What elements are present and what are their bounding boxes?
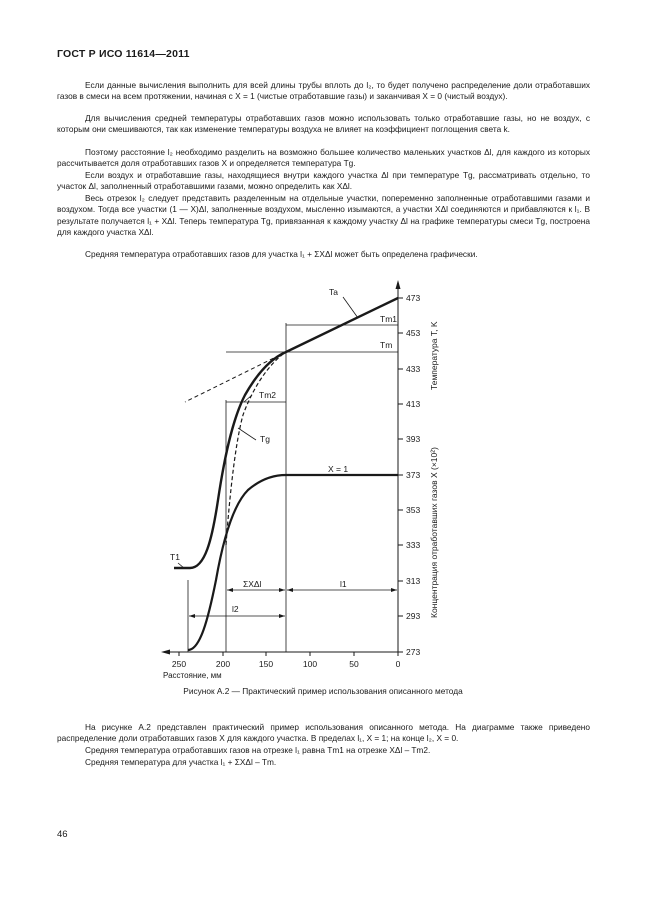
label-tm2: Tm2 xyxy=(259,390,276,400)
x-axis-ticks xyxy=(179,652,398,656)
leader-tg xyxy=(238,428,256,440)
label-l1: l1 xyxy=(340,579,347,589)
label-tm1: Tm1 xyxy=(380,314,397,324)
tick-393: 393 xyxy=(406,434,421,444)
axis-label-concentration: Концентрация отработавших газов X (×10²) xyxy=(429,447,439,618)
x-tick-0: 0 xyxy=(395,659,401,669)
paragraph-4: Если воздух и отработавшие газы, находящиеся внутри каждого участка Δl при температуре Tg, рассматривать отдельно, то участок Δl, заполненный отработавшими газами, можно определить как XΔl. xyxy=(57,170,590,192)
bottom-paragraph-3: Средняя температура для участка l₁ + ΣXΔl – Tm. xyxy=(85,757,277,767)
tick-453: 453 xyxy=(406,328,421,338)
x-tick-150: 150 xyxy=(258,659,274,669)
x-axis-arrow xyxy=(161,650,170,655)
label-t1: T1 xyxy=(170,552,180,562)
x-axis-label: Расстояние, мм xyxy=(163,671,222,680)
tick-273: 273 xyxy=(406,647,421,657)
right-axis-arrow xyxy=(396,280,401,289)
paragraph-3: Поэтому расстояние l₂ необходимо разделить на возможно большее количество маленьких участков Δl, для каждого из которых рассчитывается доля отработавших газов X и определяется температура Tg. xyxy=(57,147,590,169)
x-tick-50: 50 xyxy=(349,659,359,669)
paragraph-5: Весь отрезок l₂ следует представить разделенным на отдельные участки, попеременно заполненные отработавшими газами и воздухом. Тогда все участки (1 — X)Δl, заполненные воздухом, мысленно изымаются, а участки XΔl соединяются и прибавляются к l₁. В результате получается l₁ + XΔl. Теперь температура Tg, привязанная к каждому участку Δl на графике температуры смеси Tg, построена для каждого участка XΔl. xyxy=(57,193,590,237)
page-header: ГОСТ Р ИСО 11614—2011 xyxy=(57,48,190,60)
paragraph-2: Для вычисления средней температуры отработавших газов можно использовать только отработавшие газы, но не воздух, с которым они смешиваются, так как изменение температуры воздуха не влияет на коэффициент поглощения света k. xyxy=(57,113,590,135)
label-ta: Ta xyxy=(329,287,338,297)
x-tick-100: 100 xyxy=(302,659,318,669)
leader-ta xyxy=(343,297,358,318)
label-x1: X = 1 xyxy=(328,464,349,474)
right-axis-ticks xyxy=(398,298,403,652)
figure-caption: Рисунок А.2 — Практический пример использования описанного метода xyxy=(183,686,463,696)
paragraph-1: Если данные вычисления выполнить для всей длины трубы вплоть до l₂, то будет получено распределение доли отработавших газов в смеси на всем протяжении, начиная с X = 1 (чистые отработавшие газы) и заканчивая X = 0 (чистый воздух). xyxy=(57,80,590,102)
label-tg: Tg xyxy=(260,434,270,444)
page-number: 46 xyxy=(57,829,68,840)
tick-433: 433 xyxy=(406,364,421,374)
x-tick-250: 250 xyxy=(171,659,187,669)
bottom-paragraph-2: Средняя температура отработавших газов на отрезке l₁ равна Tm1 на отрезке XΔl – Tm2. xyxy=(85,745,431,755)
axis-label-temperature: Температура T, K xyxy=(429,321,439,390)
curve-tg xyxy=(226,352,286,545)
tick-373: 373 xyxy=(406,470,421,480)
curve-x-concentration xyxy=(188,475,398,650)
tick-413: 413 xyxy=(406,399,421,409)
label-tm: Tm xyxy=(380,340,393,350)
curve-mixture-temp xyxy=(174,352,286,568)
tick-293: 293 xyxy=(406,611,421,621)
label-sumxdl: ΣXΔl xyxy=(243,579,262,589)
tick-333: 333 xyxy=(406,540,421,550)
label-l2: l2 xyxy=(232,604,239,614)
tick-353: 353 xyxy=(406,505,421,515)
x-tick-200: 200 xyxy=(215,659,231,669)
tick-313: 313 xyxy=(406,576,421,586)
paragraph-6: Средняя температура отработавших газов для участка l₁ + ΣXΔl может быть определена графически. xyxy=(85,249,478,259)
tick-473: 473 xyxy=(406,293,421,303)
bottom-paragraph-1: На рисунке А.2 представлен практический пример использования описанного метода. На диаграмме также приведено распределение доли отработавших газов X для каждого участка. В пределах l₁, X = 1; на конце l₂, X = 0. xyxy=(57,722,590,744)
